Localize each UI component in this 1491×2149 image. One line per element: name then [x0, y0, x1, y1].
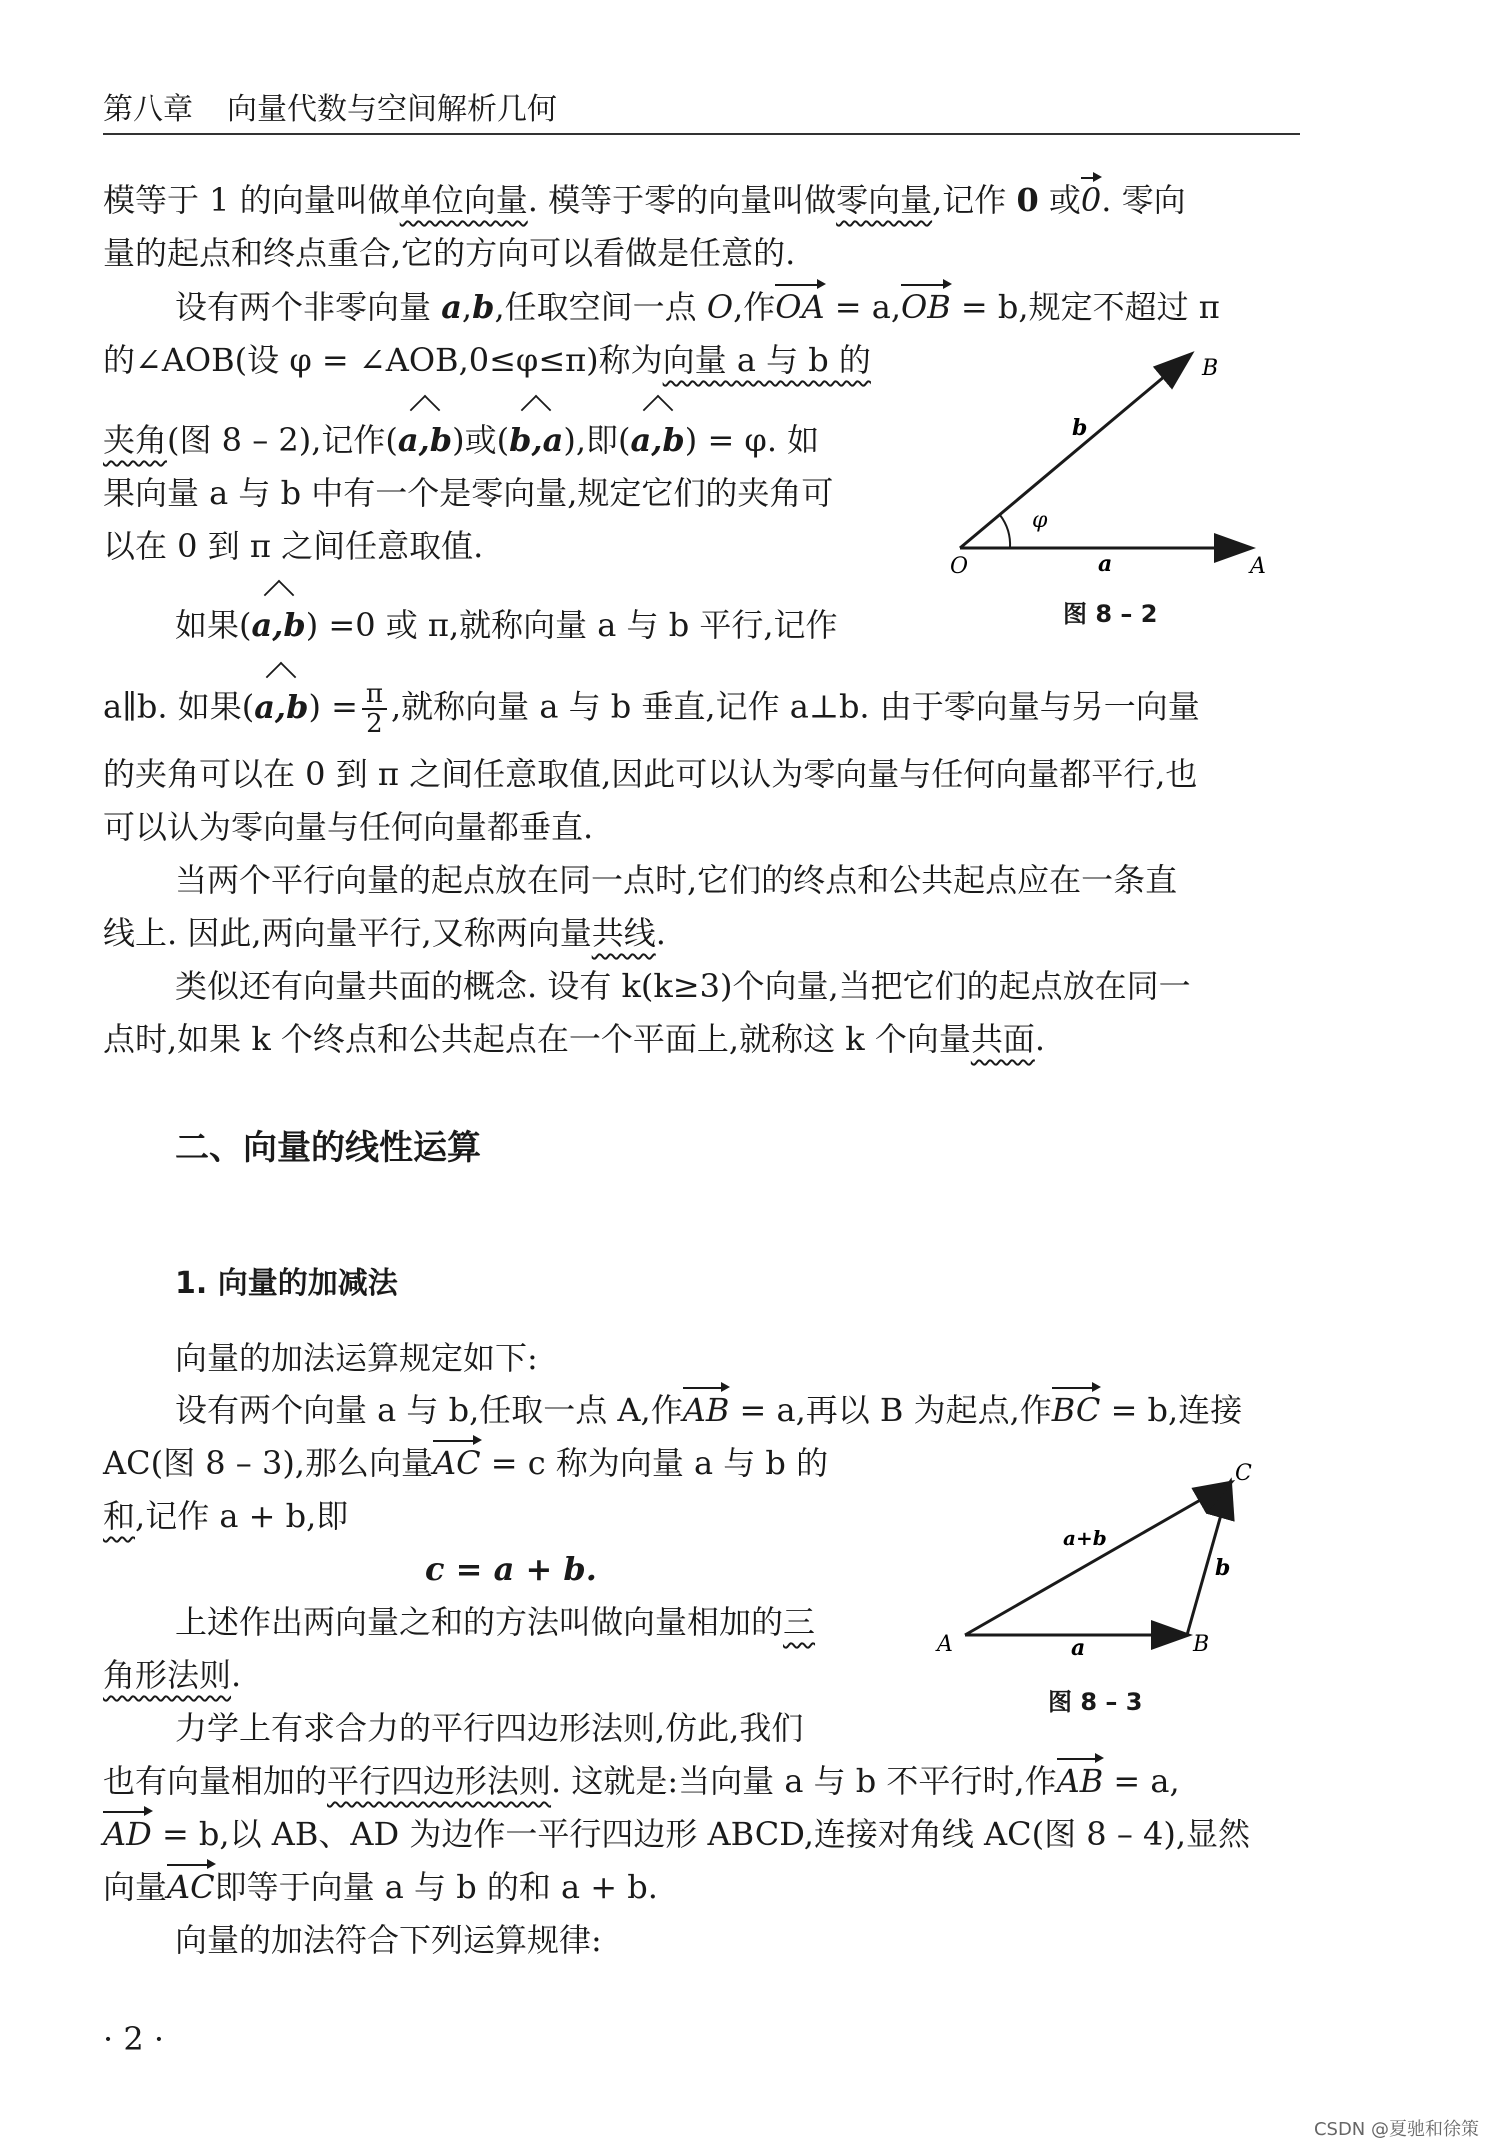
para2-line1: 设有两个非零向量 a,b,任取空间一点 O,作OA = a,OB = b,规定不超过 π	[175, 288, 1220, 326]
term-zero-vector: 零向量	[836, 181, 933, 219]
fig83-label-apb: a+b	[1063, 1526, 1107, 1550]
formula-c-eq-a-plus-b: c = a + b.	[425, 1550, 597, 1588]
fig82-label-b: b	[1072, 415, 1088, 441]
figure-8-2	[940, 345, 1280, 635]
para2-line3: 夹角(图 8 – 2),记作(a,b)或(b,a),即(a,b) = φ. 如	[103, 421, 820, 459]
para9-line2: 也有向量相加的平行四边形法则. 这就是:当向量 a 与 b 不平行时,作AB = a,	[103, 1762, 1180, 1800]
para9-line1: 力学上有求合力的平行四边形法则,仿此,我们	[175, 1709, 804, 1747]
page-number: · 2 ·	[103, 2020, 165, 2058]
angle-ab-4: a,b	[254, 687, 309, 726]
fig83-label-b: b	[1215, 1555, 1231, 1581]
header-rule	[103, 133, 1300, 135]
vector-BC: BC	[1051, 1391, 1101, 1429]
vector-OB: OB	[901, 288, 951, 326]
angle-ab: a,b	[397, 421, 453, 459]
para3-line2: a∥b. 如果(a,b) = $\frac{\pi}{2}$ ,就称向量 a 与 b 垂直,记作 a⊥b. 由于零向量与另一向量	[103, 679, 1200, 739]
chapter-title: 向量代数与空间解析几何	[227, 92, 557, 127]
fig83-label-a: a	[1071, 1635, 1086, 1661]
fig83-label-C: C	[1235, 1461, 1252, 1486]
term-triangle-rule-2: 角形法则	[103, 1656, 232, 1694]
para7-line3: 和,记作 a + b,即	[103, 1497, 349, 1535]
vector-OA: OA	[775, 288, 825, 326]
para7-line2: AC(图 8 – 3),那么向量AC = c 称为向量 a 与 b 的	[103, 1444, 829, 1482]
angle-ba: b,a	[509, 421, 564, 459]
term-unit-vector: 单位向量	[399, 181, 528, 219]
angle-ab-2: a,b	[630, 421, 685, 459]
term-coplanar: 共面	[970, 1020, 1035, 1058]
fig83-label-B: B	[1193, 1632, 1210, 1657]
fig82-label-A: A	[1250, 554, 1266, 579]
fig82-label-B: B	[1202, 356, 1219, 381]
triangle-side-a-plus-b	[965, 1483, 1230, 1635]
para10-line1: 向量的加法符合下列运算规律:	[175, 1921, 602, 1959]
fig83-caption: 图 8 – 3	[1048, 1688, 1143, 1716]
para4-line2: 线上. 因此,两向量平行,又称两向量共线.	[103, 914, 666, 952]
para9-line3: AD = b,以 AB、AD 为边作一平行四边形 ABCD,连接对角线 AC(图 8 – 4),显然	[103, 1815, 1251, 1853]
fig82-label-O: O	[950, 554, 969, 579]
para4-line1: 当两个平行向量的起点放在同一点时,它们的终点和公共起点应在一条直	[175, 861, 1178, 899]
para3-line4: 可以认为零向量与任何向量都垂直.	[103, 808, 594, 846]
vector-AB: AB	[682, 1391, 730, 1429]
fig82-label-phi: φ	[1032, 508, 1048, 533]
term-parallelogram-rule: 平行四边形法则	[327, 1762, 552, 1800]
vector-AC-2: AC	[167, 1868, 215, 1906]
para6-line1: 向量的加法运算规定如下:	[175, 1339, 538, 1377]
para2-line4: 果向量 a 与 b 中有一个是零向量,规定它们的夹角可	[103, 474, 834, 512]
zero-vector-arrow: 0	[1080, 181, 1102, 219]
angle-ab-3: a,b	[251, 606, 306, 644]
para5-line1: 类似还有向量共面的概念. 设有 k(k≥3)个向量,当把它们的起点放在同一	[175, 967, 1191, 1005]
term-triangle-rule-1: 三	[783, 1603, 816, 1641]
para3-line3: 的夹角可以在 0 到 π 之间任意取值,因此可以认为零向量与任何向量都平行,也	[103, 755, 1198, 793]
para2-line5: 以在 0 到 π 之间任意取值.	[103, 527, 484, 565]
fig82-caption: 图 8 – 2	[1063, 600, 1158, 628]
term-angle-2: 夹角	[103, 421, 168, 459]
para1-line1: 模等于 1 的向量叫做单位向量. 模等于零的向量叫做零向量,记作 0 或0. 零向	[103, 181, 1186, 219]
fraction-pi-over-2: $\frac{\pi}{2}$	[362, 680, 387, 738]
figure-8-3	[925, 1455, 1275, 1685]
para1-line2: 量的起点和终点重合,它的方向可以看做是任意的.	[103, 234, 796, 272]
vector-b-line	[960, 355, 1190, 548]
para9-line4: 向量AC即等于向量 a 与 b 的和 a + b.	[103, 1868, 658, 1906]
section-heading-linear-ops: 二、向量的线性运算	[175, 1128, 481, 1168]
vector-AB-2: AB	[1056, 1762, 1104, 1800]
para5-line2: 点时,如果 k 个终点和公共起点在一个平面上,就称这 k 个向量共面.	[103, 1020, 1046, 1058]
vector-AC: AC	[432, 1444, 481, 1482]
running-header	[103, 84, 557, 128]
subsection-heading-add-sub: 1. 向量的加减法	[175, 1266, 398, 1301]
watermark: CSDN @夏驰和徐策	[1313, 2119, 1479, 2140]
term-sum: 和	[103, 1497, 136, 1535]
fig82-label-a: a	[1098, 551, 1113, 577]
angle-arc	[1000, 515, 1010, 548]
vector-AD: AD	[103, 1815, 152, 1853]
term-collinear: 共线	[591, 914, 656, 952]
chapter-label: 第八章	[103, 92, 193, 127]
para2-line2: 的∠AOB(设 φ = ∠AOB,0≤φ≤π)称为向量 a 与 b 的	[103, 341, 871, 379]
term-angle: 向量 a 与 b 的	[662, 341, 871, 379]
para8-line1: 上述作出两向量之和的方法叫做向量相加的三	[175, 1603, 816, 1641]
fig83-label-A: A	[937, 1632, 953, 1657]
para8-line2: 角形法则.	[103, 1656, 242, 1694]
para7-line1: 设有两个向量 a 与 b,任取一点 A,作AB = a,再以 B 为起点,作BC = b,连接	[175, 1391, 1243, 1429]
para3-line1: 如果(a,b) =0 或 π,就称向量 a 与 b 平行,记作	[175, 606, 838, 644]
